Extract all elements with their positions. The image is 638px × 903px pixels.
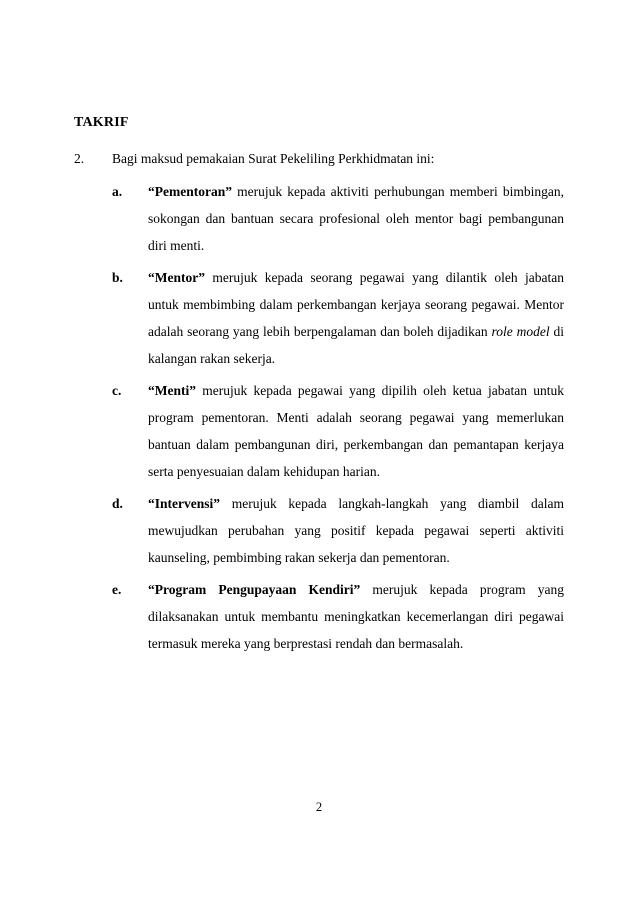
definition-label: a. (112, 184, 123, 199)
definition-label: c. (112, 383, 122, 398)
page-number: 2 (315, 800, 323, 814)
definition-text-after: di kalangan rakan sekerja. (148, 324, 564, 366)
definition-label: e. (112, 582, 122, 597)
definition-term: “Pementoran” (148, 184, 232, 199)
paragraph-number: 2. (74, 151, 85, 166)
definition-term: “Program Pengupayaan Kendiri” (148, 582, 361, 597)
definition-body (148, 576, 564, 657)
definition-label: b. (112, 270, 123, 285)
definition-term: “Menti” (148, 383, 196, 398)
definition-text: merujuk kepada seorang pegawai yang dilantik oleh jabatan untuk membimbing dalam perkembangan kerjaya seorang pegawai. Mentor adalah seorang yang lebih berpengalaman dan boleh dijadikan (148, 270, 564, 339)
definition-text: merujuk kepada aktiviti perhubungan memberi bimbingan, sokongan dan bantuan secara profesional oleh mentor bagi pembangunan diri menti. (148, 184, 564, 253)
definition-term: “Intervensi” (148, 496, 220, 511)
definition-body (148, 490, 564, 571)
definition-text: merujuk kepada program yang dilaksanakan untuk membantu meningkatkan kecemerlangan diri pegawai termasuk mereka yang berprestasi rendah dan bermasalah. (148, 582, 564, 651)
definition-text: merujuk kepada pegawai yang dipilih oleh ketua jabatan untuk program pementoran. Menti adalah seorang pegawai yang memerlukan bantuan dalam pembangunan diri, perkembangan dan pemantapan kerjaya serta penyesuaian dalam kehidupan harian. (148, 383, 564, 479)
paragraph-intro: Bagi maksud pemakaian Surat Pekeliling Perkhidmatan ini: (112, 151, 435, 166)
definition-italic-text: role model (491, 324, 550, 339)
section-heading: TAKRIF (74, 115, 129, 130)
definition-text: merujuk kepada langkah-langkah yang diambil dalam mewujudkan perubahan yang positif kepada pegawai seperti aktiviti kaunseling, pembimbing rakan sekerja dan pementoran. (148, 496, 564, 565)
definition-term: “Mentor” (148, 270, 205, 285)
definition-body (148, 264, 564, 372)
definition-body (148, 377, 564, 485)
definition-body (148, 178, 564, 259)
definition-label: d. (112, 496, 123, 511)
